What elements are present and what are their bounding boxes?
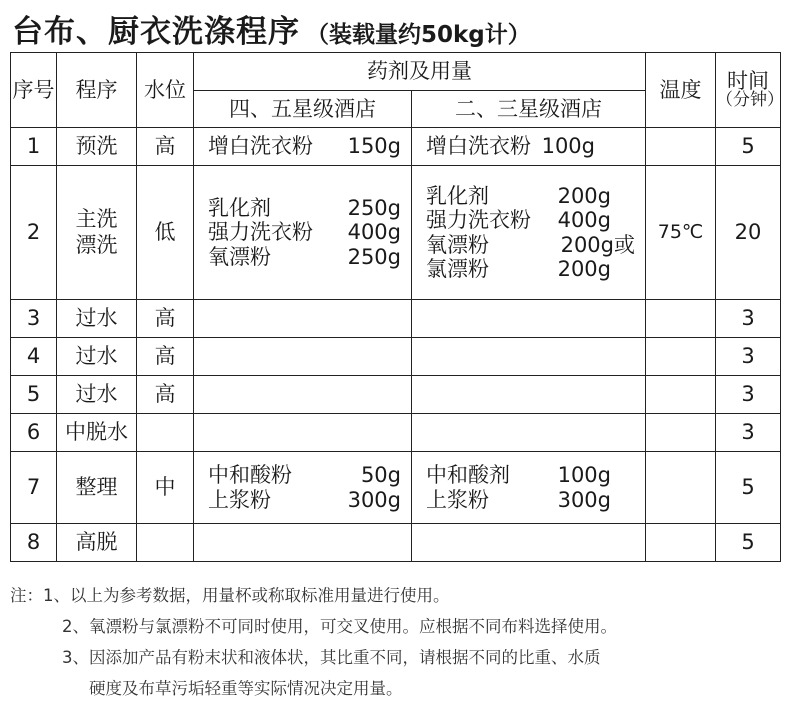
cell-dose-low: [412, 300, 646, 338]
dose-line: [426, 184, 645, 208]
dose-amount: 100g: [541, 134, 595, 159]
dose-name: 氧漂粉: [208, 244, 271, 269]
cell-temp: 75℃: [646, 166, 716, 300]
cell-seq: 8: [11, 524, 57, 562]
dose-line: [208, 488, 411, 512]
title-load-note: （装载量约50kg计）: [306, 22, 531, 48]
notes: [10, 580, 617, 704]
dose-name: 上浆粉: [426, 487, 489, 512]
cell-water: 高: [137, 376, 194, 414]
cell-program: 高脱: [57, 524, 137, 562]
note-2: 2、氧漂粉与氯漂粉不可同时使用，可交叉使用。应根据不同布料选择使用。: [62, 617, 617, 636]
note-3-continued: 硬度及布草污垢轻重等实际情况决定用量。: [89, 679, 403, 698]
cell-dose-low: [412, 128, 646, 166]
cell-seq: 1: [11, 128, 57, 166]
cell-temp: [646, 376, 716, 414]
cell-water: 高: [137, 128, 194, 166]
cell-dose-high: [194, 414, 412, 452]
cell-time: 3: [716, 414, 781, 452]
cell-dose-high: [194, 128, 412, 166]
dose-line: [426, 233, 645, 257]
dose-amount: 400g: [557, 208, 611, 233]
dose-amount: 300g: [557, 487, 611, 512]
cell-time: 3: [716, 300, 781, 338]
note-1: 注：1、以上为参考数据，用量杯或称取标准用量进行使用。: [10, 586, 450, 605]
cell-temp: [646, 338, 716, 376]
header-water: 水位: [137, 53, 194, 128]
dose-name: 氯漂粉: [426, 256, 489, 281]
cell-water: 高: [137, 338, 194, 376]
dose-line: [208, 220, 411, 244]
dose-line: [208, 196, 411, 220]
table-row: [11, 300, 781, 338]
table-row: [11, 524, 781, 562]
dose-amount: 100g: [557, 463, 611, 488]
header-hotel-high: 四、五星级酒店: [194, 91, 412, 128]
cell-dose-high: [194, 524, 412, 562]
dose-amount: 150g: [347, 134, 401, 159]
cell-time: 20: [716, 166, 781, 300]
cell-time: 3: [716, 376, 781, 414]
dose-amount: 200g: [557, 256, 611, 281]
header-time: [716, 53, 784, 128]
dose-line: [208, 134, 411, 158]
cell-dose-low: [412, 452, 646, 524]
cell-seq: 5: [11, 376, 57, 414]
dose-name: 上浆粉: [208, 487, 271, 512]
cell-dose-low: [412, 338, 646, 376]
cell-dose-low: [412, 376, 646, 414]
dose-line: [426, 488, 645, 512]
cell-temp: [646, 524, 716, 562]
table-row: [11, 128, 781, 166]
cell-program: 中脱水: [57, 414, 137, 452]
cell-program: [57, 166, 137, 300]
header-time-unit: （分钟）: [716, 90, 784, 111]
dose-name: 中和酸剂: [426, 463, 510, 488]
program-line: 主洗: [75, 207, 118, 232]
dose-line: [426, 208, 645, 232]
cell-dose-high: [194, 452, 412, 524]
cell-seq: 2: [11, 166, 57, 300]
header-hotel-low: 二、三星级酒店: [412, 91, 646, 128]
cell-seq: 6: [11, 414, 57, 452]
cell-dose-low: [412, 524, 646, 562]
header-time-label: 时间: [727, 69, 769, 94]
cell-dose-low: [412, 166, 646, 300]
dose-line: [208, 463, 411, 487]
dose-name: 增白洗衣粉: [426, 134, 531, 159]
cell-time: 3: [716, 338, 781, 376]
table-row: [11, 376, 781, 414]
cell-dose-high: [194, 300, 412, 338]
dose-name: 乳化剂: [426, 184, 489, 209]
note-3: 3、因添加产品有粉末状和液体状，其比重不同，请根据不同的比重、水质: [62, 648, 601, 667]
dose-amount: 250g: [347, 196, 401, 221]
cell-temp: [646, 452, 716, 524]
cell-temp: [646, 414, 716, 452]
table-row: [11, 338, 781, 376]
dose-name: 乳化剂: [208, 196, 271, 221]
dose-name: 氧漂粉: [426, 232, 489, 257]
cell-dose-high: [194, 338, 412, 376]
cell-time: 5: [716, 128, 781, 166]
cell-seq: 7: [11, 452, 57, 524]
cell-time: 5: [716, 452, 781, 524]
washing-procedure-table: [10, 52, 784, 562]
title-main: 台布、厨衣洗涤程序: [12, 14, 300, 50]
cell-temp: [646, 128, 716, 166]
dose-amount: 200g: [557, 184, 611, 209]
header-seq: 序号: [11, 53, 57, 128]
program-line: 漂洗: [75, 232, 118, 257]
cell-program: 过水: [57, 338, 137, 376]
dose-amount: 300g: [347, 487, 401, 512]
cell-dose-high: [194, 376, 412, 414]
dose-line: [426, 463, 645, 487]
dose-name: 增白洗衣粉: [208, 134, 313, 159]
dose-amount: 50g: [360, 463, 401, 488]
header-program: 程序: [57, 53, 137, 128]
dose-name: 中和酸粉: [208, 463, 292, 488]
cell-seq: 4: [11, 338, 57, 376]
dose-amount: 400g: [347, 220, 401, 245]
cell-water: 高: [137, 300, 194, 338]
cell-water: [137, 524, 194, 562]
table-row: [11, 166, 781, 300]
cell-dose-low: [412, 414, 646, 452]
cell-program: 过水: [57, 376, 137, 414]
cell-dose-high: [194, 166, 412, 300]
dose-amount: 250g: [347, 244, 401, 269]
cell-water: 低: [137, 166, 194, 300]
page-title: [12, 6, 531, 50]
dose-line: [208, 245, 411, 269]
table-row: [11, 452, 781, 524]
dose-line: [426, 134, 645, 158]
table-row: [11, 414, 781, 452]
dose-name: 强力洗衣粉: [426, 208, 531, 233]
dose-name: 强力洗衣粉: [208, 220, 313, 245]
cell-program: 过水: [57, 300, 137, 338]
dose-line: [426, 257, 645, 281]
cell-program: 预洗: [57, 128, 137, 166]
header-chemicals: 药剂及用量: [194, 53, 646, 91]
header-temp: 温度: [646, 53, 716, 128]
cell-water: 中: [137, 452, 194, 524]
cell-water: [137, 414, 194, 452]
cell-program: 整理: [57, 452, 137, 524]
cell-time: 5: [716, 524, 781, 562]
dose-amount: 200g或: [560, 232, 635, 257]
cell-seq: 3: [11, 300, 57, 338]
cell-temp: [646, 300, 716, 338]
